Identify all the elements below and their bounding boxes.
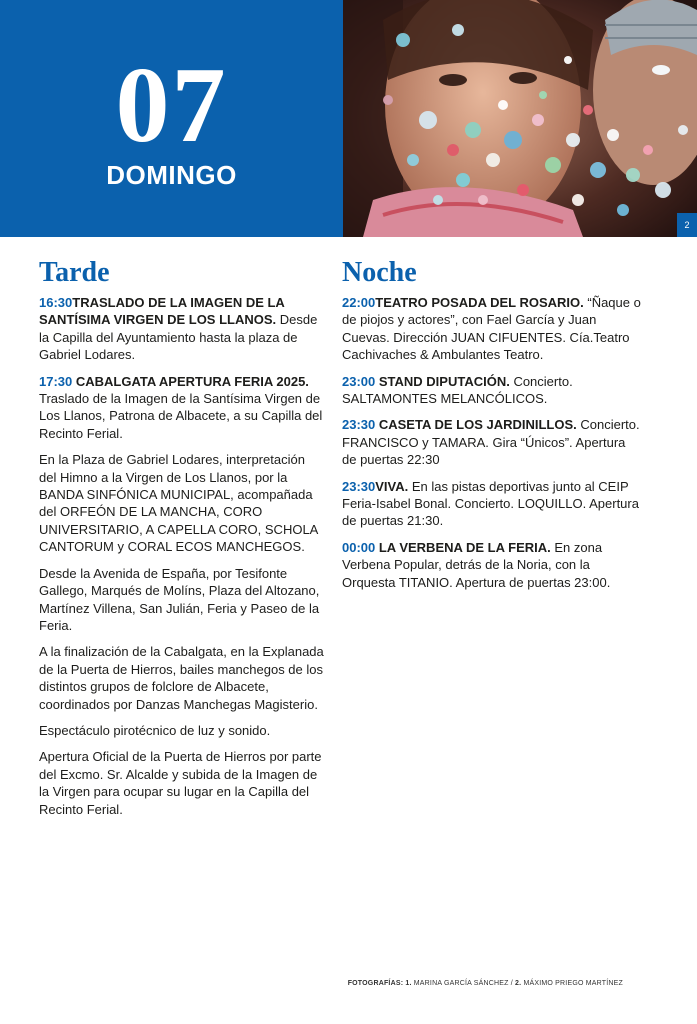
page-number-badge: 2	[677, 213, 697, 237]
tarde-heading: Tarde	[39, 257, 110, 288]
entry-title: TRASLADO DE LA IMAGEN DE LA SANTÍSIMA VIRGEN DE LOS LLANOS.	[39, 295, 285, 328]
noche-column	[342, 256, 642, 600]
tarde-paragraph: A la finalización de la Cabalgata, en la Explanada de la Puerta de Hierros, bailes manchegos de los distintos grupos de folclore de Albacete, coordinados por Danzas Manchegas Magisterio.	[39, 644, 324, 712]
tarde-entry	[39, 373, 324, 443]
date-header	[0, 0, 343, 237]
header-photo	[343, 0, 697, 237]
entry-title: TEATRO POSADA DEL ROSARIO.	[375, 295, 584, 310]
entry-text: Concierto. SALTAMONTES MELANCÓLICOS.	[342, 373, 573, 407]
tarde-paragraph: Espectáculo pirotécnico de luz y sonido.	[39, 722, 271, 738]
credit-number-2: 2.	[515, 980, 522, 987]
noche-entry	[342, 416, 642, 468]
entry-title: VIVA.	[375, 478, 409, 494]
entry-title: LA VERBENA DE LA FERIA.	[375, 539, 551, 555]
entry-time: 23:00	[342, 373, 376, 389]
entry-time: 16:30	[39, 295, 73, 310]
day-number: 07	[115, 46, 228, 165]
confetti-photo-illustration	[343, 0, 697, 237]
entry-title: CASETA DE LOS JARDINILLOS.	[375, 417, 577, 433]
credit-name-1: MARINA GARCÍA SÁNCHEZ /	[411, 980, 516, 987]
entry-text: Traslado de la Imagen de la Santísima Virgen de Los Llanos, Patrona de Albacete, a su Capilla del Recinto Ferial.	[39, 391, 323, 441]
entry-time: 00:00	[342, 539, 376, 555]
photo-credits	[348, 980, 623, 987]
entry-title: STAND DIPUTACIÓN.	[375, 373, 510, 389]
entry-time: 22:00	[342, 295, 376, 310]
entry-time: 23:30	[342, 478, 376, 494]
noche-heading: Noche	[342, 257, 417, 288]
entry-text: “Ñaque o de piojos y actores”, con Fael García y Juan Cuevas. Dirección JUAN CIFUENTES. Cía.Teatro Cachivaches & Ambulantes Teatro.	[342, 295, 641, 363]
entry-text: En zona Verbena Popular, detrás de la Noria, con la Orquesta TITANIO. Apertura de puertas 23:00.	[342, 539, 611, 590]
credits-label: FOTOGRAFÍAS:	[347, 980, 404, 987]
entry-time: 23:30	[342, 417, 376, 433]
credit-number-1: 1.	[403, 980, 412, 987]
tarde-paragraph: Desde la Avenida de España, por Tesifonte Gallego, Marqués de Molíns, Plaza del Altozano, Martínez Villena, San Julián, Feria y Paseo de la Feria.	[39, 565, 320, 633]
entry-title: CABALGATA APERTURA FERIA 2025.	[72, 373, 309, 389]
noche-entry	[342, 478, 642, 530]
tarde-paragraph: En la Plaza de Gabriel Lodares, interpretación del Himno a la Virgen de Los Llanos, por la BANDA SINFÓNICA MUNICIPAL, acompañada del ORFEÓN DE LA MANCHA, CORO UNIVERSITARIO, A CAPELLA CORO, SCHOLA CANTORUM y CORAL ECOS MANCHEGOS.	[39, 452, 318, 555]
entry-text: En las pistas deportivas junto al CEIP Feria-Isabel Bonal. Concierto. LOQUILLO. Apertura de puertas 21:30.	[342, 478, 639, 529]
tarde-paragraph: Apertura Oficial de la Puerta de Hierros por parte del Excmo. Sr. Alcalde y subida de la Imagen de la Virgen para ocupar su lugar en la Capilla del Recinto Ferial.	[39, 749, 322, 817]
noche-entry	[342, 294, 642, 364]
tarde-entry	[39, 294, 324, 364]
noche-entry	[342, 373, 642, 408]
noche-entry	[342, 539, 642, 591]
entry-text: Concierto. FRANCISCO y TAMARA. Gira “Únicos”. Apertura de puertas 22:30	[342, 417, 640, 468]
entry-time: 17:30	[39, 373, 73, 389]
credit-name-2: MÁXIMO PRIEGO MARTÍNEZ	[521, 980, 623, 987]
tarde-column	[39, 256, 324, 827]
entry-text: Desde la Capilla del Ayuntamiento hasta la plaza de Gabriel Lodares.	[39, 312, 318, 363]
day-name: DOMINGO	[106, 160, 237, 190]
